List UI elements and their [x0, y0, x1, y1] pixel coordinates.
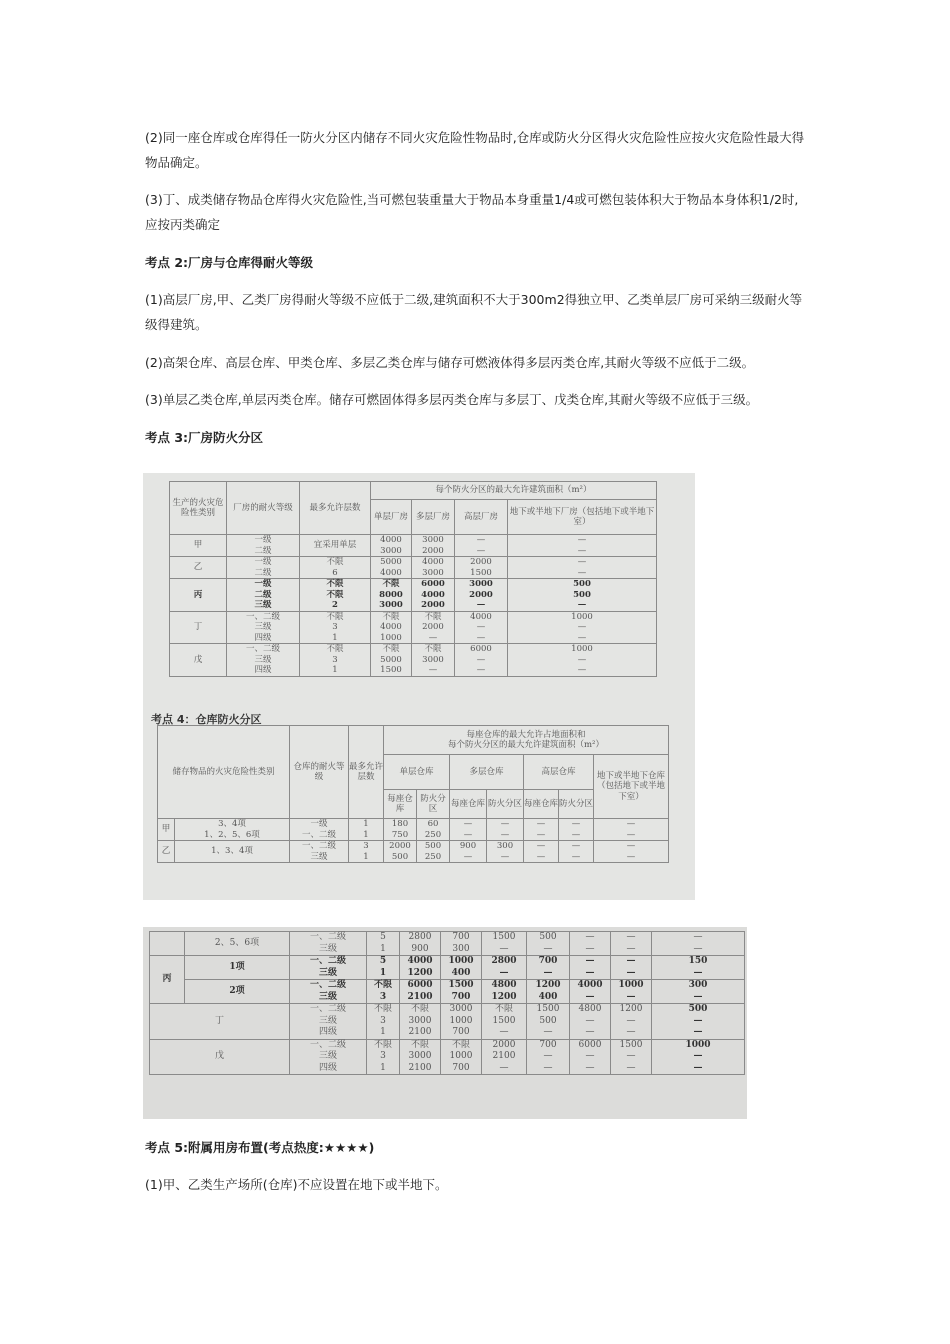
header-cell: 每个防火分区的最大允许建筑面积（m²）: [371, 482, 657, 500]
table-row: [170, 557, 657, 579]
cell: 1 1: [349, 819, 384, 841]
cell: 丙: [150, 956, 185, 1004]
cell: 1500 —: [482, 932, 527, 956]
cell: 4000 — —: [455, 611, 508, 644]
cell: 丁: [150, 1004, 290, 1040]
cell: 4000 3000: [371, 535, 412, 557]
cell: — —: [594, 841, 669, 863]
table-row: [170, 611, 657, 644]
cell: 一级 二级: [227, 557, 300, 579]
table-photo-plant-and-warehouse: [143, 473, 695, 900]
warehouse-fire-zone-table-continued: [149, 931, 745, 1075]
cell: — —: [524, 819, 559, 841]
cell: 不限 3000 2100: [400, 1039, 441, 1075]
cell: 1000 — —: [508, 644, 657, 677]
cell: 2800 900: [400, 932, 441, 956]
cell: 一、二级 三级: [290, 841, 349, 863]
cell: 甲: [170, 535, 227, 557]
header-cell: 储存物品的火灾危险性类别: [158, 726, 290, 819]
cell: — —: [508, 557, 657, 579]
table-photo-warehouse-continued: [143, 927, 747, 1119]
cell: 宜采用单层: [300, 535, 371, 557]
cell: 4800 1200: [482, 980, 527, 1004]
header-cell: 高层厂房: [455, 500, 508, 535]
cell: 700 —: [527, 956, 570, 980]
header-cell: 多层厂房: [412, 500, 455, 535]
cell: 不限 3: [367, 980, 400, 1004]
cell: 丙: [170, 579, 227, 612]
header-cell: 防火分区: [417, 790, 450, 819]
cell: — —: [455, 535, 508, 557]
table-row: [170, 579, 657, 612]
cell: — —: [524, 841, 559, 863]
cell: 1000 — —: [508, 611, 657, 644]
heading-plant-fire-zone: 考点 3:厂房防火分区: [145, 430, 264, 445]
cell: — —: [450, 819, 487, 841]
cell: 不限 3 1: [300, 644, 371, 677]
header-cell: 每座仓库: [450, 790, 487, 819]
table-row: [158, 819, 669, 841]
cell: 一、二级 三级 四级: [290, 1004, 367, 1040]
header-cell: 多层仓库: [450, 755, 524, 790]
cell: 60 250: [417, 819, 450, 841]
header-cell: 地下或半地下仓库（包括地下或半地下室）: [594, 755, 669, 819]
cell: 1200 — —: [611, 1004, 652, 1040]
cell: 700 300: [441, 932, 482, 956]
cell: — —: [487, 819, 524, 841]
cell: 一、二级 三级: [290, 980, 367, 1004]
cell: 500 500 —: [508, 579, 657, 612]
header-cell: 厂房的耐火等级: [227, 482, 300, 535]
cell: 6000 — —: [455, 644, 508, 677]
cell: 1500 700: [441, 980, 482, 1004]
header-cell: 每座仓库的最大允许占地面积和 每个防火分区的最大允许建筑面积（m²）: [384, 726, 669, 755]
header-cell: 最多允许层数: [349, 726, 384, 819]
cell: 3 1: [349, 841, 384, 863]
paragraph-high-rise-plant: (1)高层厂房,甲、乙类厂房得耐火等级不应低于二级,建筑面积不大于300m2得独立甲、乙类单层厂房可采纳三级耐火等级得建筑。: [145, 292, 803, 332]
cell: — —: [611, 956, 652, 980]
cell: 500 — —: [652, 1004, 745, 1040]
header-cell: 地下或半地下厂房（包括地下或半地下室）: [508, 500, 657, 535]
cell: 5000 4000: [371, 557, 412, 579]
cell: — —: [570, 956, 611, 980]
cell: — —: [508, 535, 657, 557]
cell: 1000 —: [611, 980, 652, 1004]
cell: 3000 2000: [412, 535, 455, 557]
table-row: [150, 932, 745, 956]
cell: 500 —: [527, 932, 570, 956]
header-cell: 防火分区: [487, 790, 524, 819]
cell: 1500 — —: [611, 1039, 652, 1075]
cell: 700 — —: [527, 1039, 570, 1075]
cell: 不限 8000 3000: [371, 579, 412, 612]
cell: — —: [570, 932, 611, 956]
cell: 1000 400: [441, 956, 482, 980]
cell: 乙: [158, 841, 175, 863]
cell: 1500 500 —: [527, 1004, 570, 1040]
cell: 不限 4000 1000: [371, 611, 412, 644]
cell: 1200 400: [527, 980, 570, 1004]
cell: 戊: [150, 1039, 290, 1075]
header-cell: 仓库的耐火等级: [290, 726, 349, 819]
cell: 1、3、4项: [175, 841, 290, 863]
table-row: [150, 1004, 745, 1040]
table-row: [170, 644, 657, 677]
table-row: [170, 535, 657, 557]
table-row: [158, 841, 669, 863]
header-cell: 生产的火灾危险性类别: [170, 482, 227, 535]
header-cell: 单层仓库: [384, 755, 450, 790]
cell: — —: [559, 819, 594, 841]
cell: 一级 一、二级: [290, 819, 349, 841]
cell: 一、二级 三级: [290, 956, 367, 980]
table-row: [150, 980, 745, 1004]
cell: 不限 3 1: [367, 1039, 400, 1075]
cell: 一、二级 三级: [290, 932, 367, 956]
cell: 6000 4000 2000: [412, 579, 455, 612]
cell: 4000 —: [570, 980, 611, 1004]
cell: 不限 5000 1500: [371, 644, 412, 677]
cell: 2、5、6项: [185, 932, 290, 956]
cell: 不限 3000 —: [412, 644, 455, 677]
cell: 3000 2000 —: [455, 579, 508, 612]
cell: 一、二级 三级 四级: [290, 1039, 367, 1075]
cell: 180 750: [384, 819, 417, 841]
header-cell: 单层厂房: [371, 500, 412, 535]
cell: 不限 3000 2100: [400, 1004, 441, 1040]
cell: 不限 不限 2: [300, 579, 371, 612]
warehouse-fire-zone-table: [157, 725, 669, 863]
cell: 不限 6: [300, 557, 371, 579]
cell: 丁: [170, 611, 227, 644]
paragraph-single-floor-warehouse: (3)单层乙类仓库,单层丙类仓库。储存可燃固体得多层丙类仓库与多层丁、戊类仓库,其耐火等级不应低于三级。: [145, 392, 759, 407]
cell: 一、二级 三级 四级: [227, 644, 300, 677]
paragraph-high-bay-warehouse: (2)高架仓库、高层仓库、甲类仓库、多层乙类仓库与储存可燃液体得多层丙类仓库,其耐火等级不应低于二级。: [145, 355, 755, 370]
cell: 4000 3000: [412, 557, 455, 579]
cell: 一、二级 三级 四级: [227, 611, 300, 644]
cell: 1项: [185, 956, 290, 980]
cell: 150 —: [652, 956, 745, 980]
cell: — —: [652, 932, 745, 956]
cell: 2000 1500: [455, 557, 508, 579]
cell: 1000 — —: [652, 1039, 745, 1075]
cell: 甲: [158, 819, 175, 841]
cell: 戊: [170, 644, 227, 677]
cell: 500 250: [417, 841, 450, 863]
cell: — —: [559, 841, 594, 863]
cell: [150, 932, 185, 956]
cell: 2800 —: [482, 956, 527, 980]
cell: 一级 二级 三级: [227, 579, 300, 612]
cell: 不限 3 1: [300, 611, 371, 644]
cell: 不限 3 1: [367, 1004, 400, 1040]
cell: 6000 — —: [570, 1039, 611, 1075]
cell: 乙: [170, 557, 227, 579]
cell: 5 1: [367, 932, 400, 956]
header-cell: 每座仓库: [384, 790, 417, 819]
cell: 6000 2100: [400, 980, 441, 1004]
cell: 不限 1500 —: [482, 1004, 527, 1040]
plant-fire-zone-table: [169, 481, 657, 677]
heading-warehouse-fire-zone: 考点 4：仓库防火分区: [151, 713, 262, 726]
cell: — —: [594, 819, 669, 841]
cell: 5 1: [367, 956, 400, 980]
cell: 不限 2000 —: [412, 611, 455, 644]
cell: 300 —: [652, 980, 745, 1004]
header-cell: 高层仓库: [524, 755, 594, 790]
table-row: [150, 956, 745, 980]
cell: 不限 1000 700: [441, 1039, 482, 1075]
cell: 4800 — —: [570, 1004, 611, 1040]
cell: 2000 2100 —: [482, 1039, 527, 1075]
paragraph-mixed-storage: (2)同一座仓库或仓库得任一防火分区内储存不同火灾危险性物品时,仓库或防火分区得火灾危险性应按火灾危险性最大得物品确定。: [145, 130, 805, 170]
header-cell: 防火分区: [559, 790, 594, 819]
cell: 900 —: [450, 841, 487, 863]
cell: 3000 1000 700: [441, 1004, 482, 1040]
header-cell: 每座仓库: [524, 790, 559, 819]
cell: 4000 1200: [400, 956, 441, 980]
paragraph-underground-rule: (1)甲、乙类生产场所(仓库)不应设置在地下或半地下。: [145, 1177, 448, 1192]
cell: 3、4项 1、2、5、6项: [175, 819, 290, 841]
cell: 2项: [185, 980, 290, 1004]
cell: — —: [611, 932, 652, 956]
cell: 300 —: [487, 841, 524, 863]
cell: 一级 二级: [227, 535, 300, 557]
cell: 2000 500: [384, 841, 417, 863]
table-row: [150, 1039, 745, 1075]
heading-fire-resistance: 考点 2:厂房与仓库得耐火等级: [145, 255, 314, 270]
paragraph-packaging-rule: (3)丁、成类储存物品仓库得火灾危险性,当可燃包装重量大于物品本身重量1/4或可燃包装体积大于物品本身体积1/2时,应按丙类确定: [145, 192, 799, 232]
heading-auxiliary-rooms: 考点 5:附属用房布置(考点热度:★★★★): [145, 1140, 375, 1155]
header-cell: 最多允许层数: [300, 482, 371, 535]
